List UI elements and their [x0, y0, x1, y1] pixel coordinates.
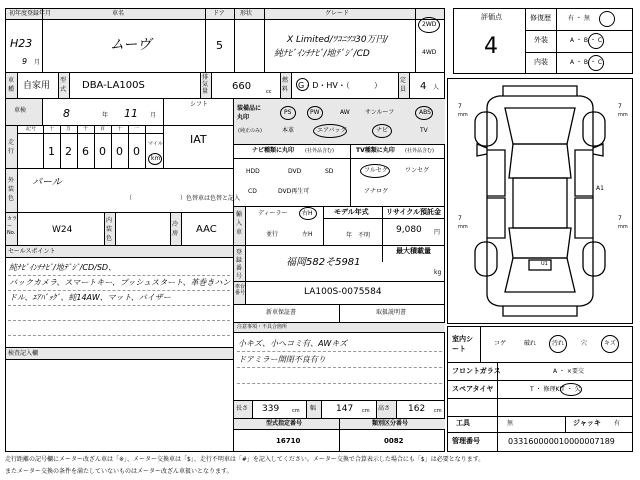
seat-label: 室内シート [452, 335, 473, 353]
model-value: DBA-LA100S [82, 80, 145, 91]
width-value: 147 [336, 404, 354, 414]
reg-year-label: 初年度登録年月 [9, 10, 52, 17]
mileage-sub-label: 記号 [26, 126, 37, 132]
exterior-b-circle [588, 33, 604, 49]
import-dealer: ディーラー [258, 210, 288, 217]
fuel-g-circle [296, 78, 309, 91]
category-value: 0082 [384, 437, 404, 445]
disp-unit: cc [266, 89, 272, 95]
model-year-value: 年 不明 [346, 232, 371, 239]
mileage-digit-0: 1 [48, 145, 55, 158]
equip-ps: PS [284, 109, 292, 116]
disp-label: 排気量 [202, 74, 209, 95]
notes-label: 注意事項・不具合箇所 [237, 324, 288, 330]
exterior-label: 外装 [534, 36, 548, 44]
reg-month: 9 [22, 57, 28, 66]
diagram-mm-fl: mm [458, 112, 468, 118]
tv-label: TV種類に丸印 [356, 147, 395, 154]
equip-tv: TV [420, 127, 428, 134]
equipment-label: 装備品に丸印 [237, 105, 262, 121]
door-count: 5 [216, 39, 223, 52]
shift-value: IAT [190, 133, 207, 146]
tv-sub: (社外品含む) [405, 148, 434, 154]
manual-doc: 取扱説明書 [376, 309, 407, 316]
footer-note-2: またメーター交換の条件を満たしていないものはメーター改ざん車扱いとなります。 [5, 468, 233, 475]
navi-dvd-play: DVD再生可 [278, 188, 310, 195]
grade-line-1: X Limited/ﾂｺﾆﾂｺ30万円/ [287, 35, 388, 45]
ac-value: AAC [196, 224, 217, 235]
color-value: パール [32, 177, 62, 188]
length-unit: cm [292, 408, 300, 414]
seat-scratch: キズ [604, 340, 616, 347]
recycle-unit: 円 [434, 229, 441, 236]
diagram-seven-rl: 7 [458, 215, 462, 222]
sales-line-2: バックカメラ、スマートキー、プッシュスタート、革巻きハン [9, 278, 231, 287]
mileage-digit-1: 2 [65, 145, 72, 158]
spare-kit-circle [560, 383, 582, 396]
width-unit: cm [362, 408, 370, 414]
diagram-mm-rr: mm [618, 224, 628, 230]
interior-b-circle [588, 55, 604, 71]
seat-hole: 穴 [581, 340, 588, 347]
diagram-seven-fl: 7 [458, 103, 462, 110]
damage-u1: U1 [541, 261, 548, 267]
max-load-label: 最大積載量 [396, 247, 431, 255]
car-body-diagram [447, 78, 633, 324]
inspection-month: 11 [124, 107, 138, 120]
fuel-label: 燃料 [282, 77, 289, 93]
grade-line-2: 純ﾅﾋﾞｲﾝﾁﾅﾋﾞ/地ﾃﾞｼﾞ/CD [274, 49, 370, 59]
navi-sub: (社外品含む) [305, 148, 334, 154]
door-label: ドア [213, 10, 225, 17]
equip-navi: ナビ [376, 127, 389, 134]
shift-label: シフト [190, 101, 209, 108]
spare-label: スペアタイヤ [452, 385, 494, 393]
navi-dvd: DVD [288, 168, 302, 175]
seat-koge: コゲ [494, 340, 507, 347]
recycle-value: 9,080 [396, 225, 422, 235]
category-label: 類別区分番号 [372, 420, 409, 427]
sales-points-label: セールスポイント [8, 248, 56, 255]
grade-label: グレード [325, 10, 350, 17]
repair-none-circle [599, 11, 615, 27]
import-parallel: 並行 [266, 231, 279, 238]
disp-value: 660 [232, 81, 252, 92]
interior-value: A ・ B ・ C [570, 59, 603, 66]
equip-pw: PW [310, 109, 320, 116]
chassis-label: 車台番号 [235, 284, 246, 296]
notes-line-2: ドアミラー開閉不良有り [238, 355, 326, 364]
fuel-value: G・D・HV・（ ） [298, 81, 382, 90]
sales-line-3: ドル、ｴｱﾊﾞｯｸﾞ、純14AW、マット、バイザー [9, 293, 171, 302]
inspector-label: 検査記入欄 [8, 350, 39, 357]
mileage-unit-4: 十 [117, 126, 123, 132]
mileage-unit-2: 千 [83, 126, 89, 132]
jack-value: 有 [614, 420, 621, 427]
manage-label: 管理番号 [452, 437, 480, 445]
cap-unit: 人 [433, 84, 440, 91]
manage-value: 033160000010000007189 [508, 437, 615, 446]
mileage-unit-0: 十 [49, 126, 55, 132]
warranty-doc: 新車保証書 [266, 309, 297, 316]
height-unit: cm [434, 408, 442, 414]
tv-oneseg: ワンセグ [405, 167, 430, 174]
seat-stain: 汚れ [552, 340, 565, 347]
jack-label: ジャッキ [573, 419, 601, 427]
reg-no-value: 福岡582そ5981 [286, 257, 361, 268]
cap-value: 4 [420, 81, 427, 92]
mileage-unit-1: 万 [66, 126, 72, 132]
diagram-mm-fr: mm [618, 112, 628, 118]
tv-analog: アナログ [364, 188, 389, 195]
reg-year: H23 [10, 37, 33, 50]
designation-value: 16710 [276, 437, 301, 445]
footer-note-1: 走行距離の記号欄にメーター改ざん車は「※」、メーター交換車は「$」、走行不明車は「#」を記入してください。メーター交換で合算表示した場合にも「$」は必要となります。 [5, 456, 485, 463]
model-label: 型式 [60, 77, 67, 93]
equip-airbag: エアバッグ [317, 127, 347, 134]
color-label: 外装色 [8, 177, 15, 202]
import-left-h: 左H [302, 231, 313, 238]
inspection-year-unit: 年 [102, 112, 109, 119]
designation-label: 型式指定番号 [266, 420, 303, 427]
mileage-mile: マイル [148, 141, 163, 147]
inspection-year: 8 [63, 107, 70, 120]
tv-fullseg: フルセグ [364, 167, 388, 174]
repair-value: 有 ・ 無 [568, 15, 590, 22]
height-label: 高さ [378, 405, 391, 412]
use-label: 車種 [8, 77, 15, 93]
seat-tear: 破れ [524, 340, 537, 347]
equip-abs: ABS [419, 109, 431, 116]
interior-color-label: 内装色 [106, 217, 113, 242]
chassis-value: LA100S-0075584 [304, 287, 382, 297]
reg-no-label: 登録番号 [236, 249, 243, 280]
car-name-label: 車名 [112, 10, 125, 17]
mileage-km: km [151, 155, 161, 162]
drive-2wd: 2WD [422, 21, 437, 28]
import-label: 輸入車 [236, 211, 243, 236]
glass-value: A ・ ×要交 [553, 368, 584, 375]
sales-line-1: 純ﾅﾋﾞｲﾝﾁﾅﾋﾞ/地ﾃﾞｼﾞ/CD/SD、 [9, 263, 117, 272]
repair-label: 修復歴 [530, 14, 551, 22]
import-right-h: 右H [302, 210, 313, 217]
model-year-label: モデル年式 [334, 208, 369, 216]
width-label: 幅 [310, 405, 317, 412]
navi-label: ナビ種類に丸印 [252, 147, 295, 154]
mileage-unit-5: 一 [134, 126, 140, 132]
navi-cd: CD [248, 188, 257, 195]
length-label: 長さ [236, 405, 249, 412]
height-value: 162 [408, 404, 426, 414]
mileage-digit-3: 0 [99, 145, 106, 158]
mileage-digit-4: 0 [116, 145, 123, 158]
diagram-mm-rl: mm [458, 224, 468, 230]
damage-a1: A1 [596, 185, 604, 192]
color-no-value: W24 [52, 225, 73, 235]
mileage-unit-3: 百 [100, 126, 106, 132]
mileage-digit-5: 0 [133, 145, 140, 158]
exterior-value: A ・ B ・ C [570, 37, 603, 44]
score-value: 4 [484, 34, 498, 59]
equip-leather: 本革 [282, 127, 295, 134]
glass-label: フロントガラス [452, 367, 501, 375]
color-note: （ ）色替車は色替と記入 [126, 195, 241, 202]
diagram-seven-fr: 7 [618, 103, 622, 110]
equip-sunroof: サンルーフ [365, 109, 395, 116]
cap-label: 定員 [400, 77, 407, 93]
inspection-month-unit: 月 [150, 112, 157, 119]
use-value: 自家用 [23, 81, 51, 91]
equip-aw: AW [340, 109, 350, 116]
spare-value: T ・ 修理KIT ・ 欠 [530, 386, 581, 393]
diagram-seven-rr: 7 [618, 215, 622, 222]
car-name: ムーヴ [110, 37, 152, 53]
interior-label: 内装 [534, 58, 548, 66]
notes-line-1: 小キズ、小へコミ有、AWキズ [238, 339, 348, 348]
mileage-label: 走行 [8, 139, 15, 155]
tools-value: 無 [507, 420, 514, 427]
navi-hdd: HDD [246, 168, 260, 175]
shape-label: 形状 [240, 10, 253, 17]
mileage-digit-2: 6 [82, 145, 89, 158]
equipment-sub: (純正のみ) [238, 128, 262, 134]
color-no-label: カラーNo. [7, 216, 18, 236]
recycle-label: リサイクル預託金 [386, 208, 442, 216]
score-label: 評価点 [481, 13, 502, 21]
length-value: 339 [262, 404, 280, 414]
max-load-unit: kg [434, 269, 442, 276]
drive-4wd: 4WD [422, 49, 437, 56]
tools-label: 工具 [456, 419, 470, 427]
inspection-label: 車検 [14, 107, 27, 114]
ac-label: 冷房 [172, 221, 179, 237]
reg-month-unit: 月 [34, 59, 41, 66]
navi-sd: SD [325, 168, 334, 175]
